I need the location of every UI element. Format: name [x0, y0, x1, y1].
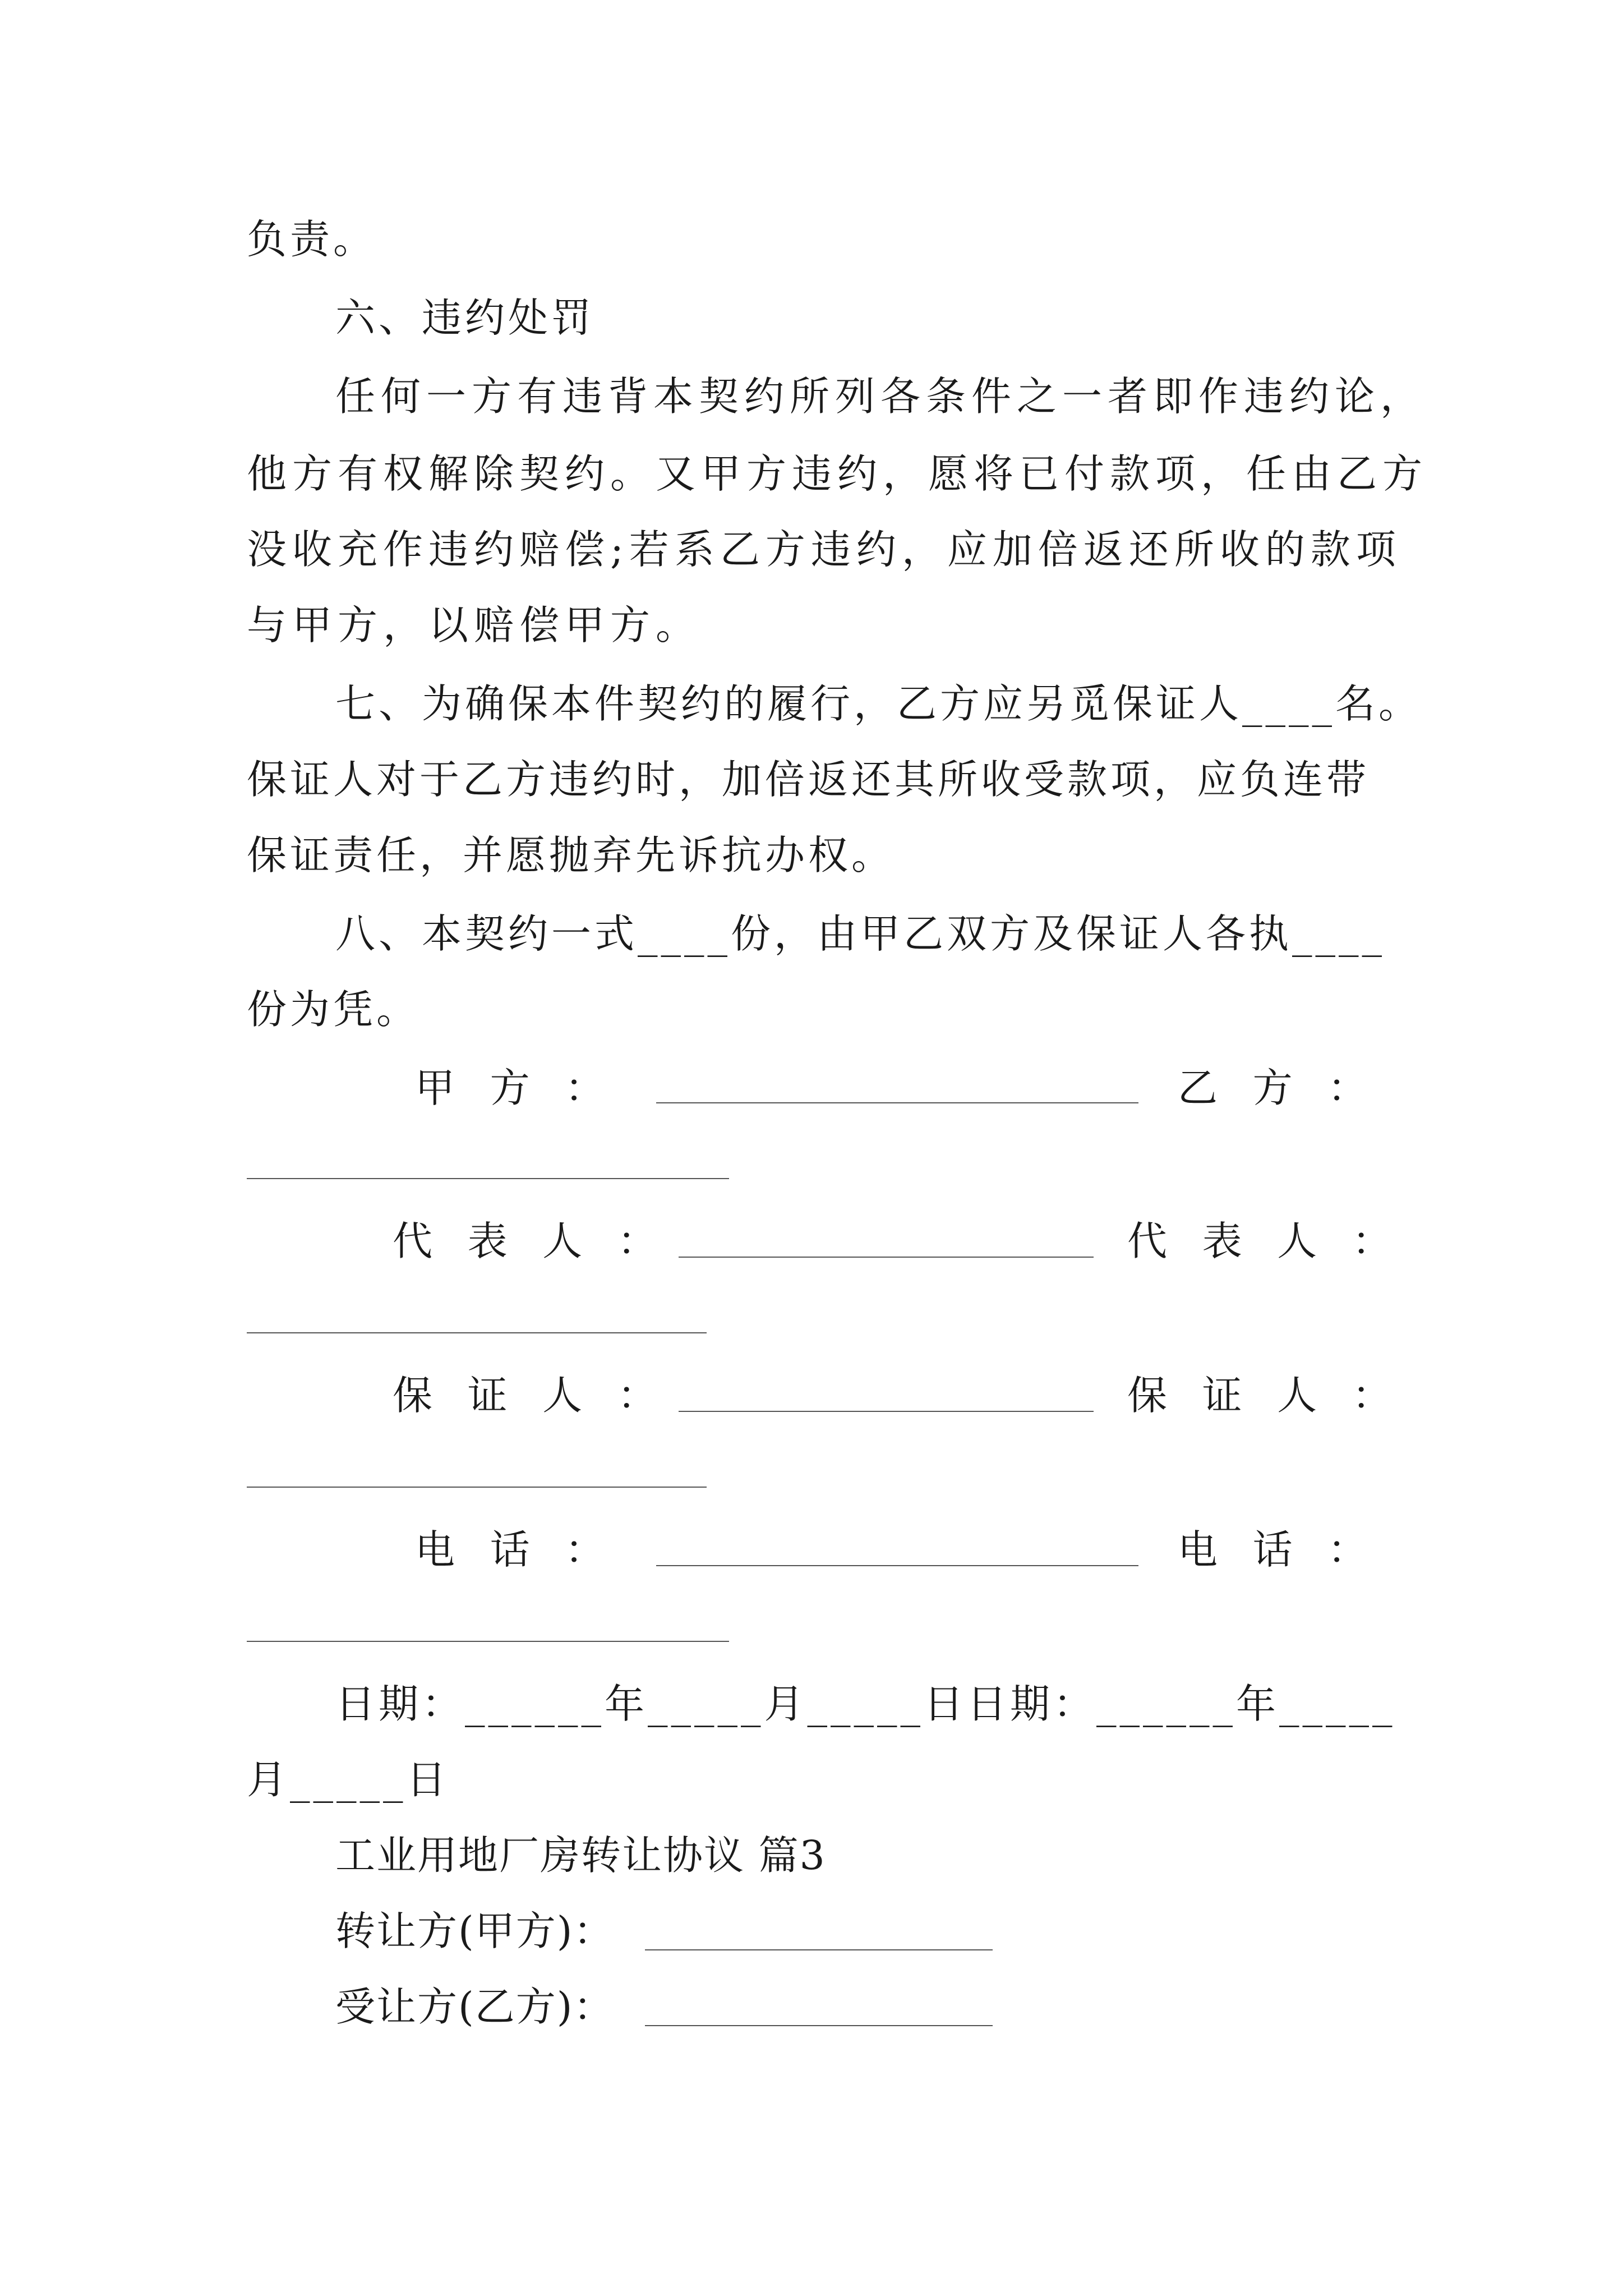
rep-b-label: 代 表 人 ：: [1127, 1218, 1403, 1264]
guarantor-a-label: 保 证 人 ：: [393, 1372, 668, 1419]
date-line-2: 月_____日: [247, 1756, 450, 1803]
section-7-line-2: 保证人对于乙方违约时，加倍返还其所收受款项，应负连带: [247, 756, 1370, 803]
section-6-line-2: 他方有权解除契约。又甲方违约，愿将已付款项，任由乙方: [247, 450, 1428, 497]
guarantor-b-label: 保 证 人 ：: [1127, 1372, 1403, 1419]
section-6-line-1: 任何一方有违背本契约所列各条件之一者即作违约论，: [335, 373, 1426, 420]
party-a-label: 甲 方 ：: [415, 1065, 616, 1111]
continuation-line: 负责。: [247, 216, 377, 263]
transferee-label: 受让方(乙方)：: [335, 1984, 615, 2030]
rep-a-blank: [679, 1257, 1094, 1258]
section-6-heading: 六、违约处罚: [335, 295, 595, 341]
rep-b-blank: [247, 1332, 707, 1333]
guarantor-b-blank: [247, 1487, 707, 1488]
party-a-blank: [656, 1102, 1138, 1103]
transferor-label: 转让方(甲方)：: [335, 1908, 615, 1954]
section-6-line-4: 与甲方，以赔偿甲方。: [247, 602, 702, 648]
guarantor-a-blank: [679, 1411, 1094, 1412]
date-line-1: 日期：______年_____月_____日日期：______年_____: [335, 1681, 1396, 1727]
party-b-blank: [247, 1178, 729, 1179]
phone-a-blank: [656, 1565, 1138, 1566]
transferor-blank: [645, 1949, 993, 1950]
section-7-line-3: 保证责任，并愿抛弃先诉抗办权。: [247, 832, 895, 878]
section-6-line-3: 没收充作违约赔偿;若系乙方违约，应加倍返还所收的款项: [247, 526, 1401, 573]
section-8-line-1: 八、本契约一式____份，由甲乙双方及保证人各执____: [335, 910, 1386, 957]
phone-a-label: 电 话 ：: [415, 1526, 616, 1573]
transferee-blank: [645, 2025, 993, 2026]
section-7-line-1: 七、为确保本件契约的履行，乙方应另觅保证人____名。: [335, 680, 1422, 727]
rep-a-label: 代 表 人 ：: [393, 1218, 668, 1264]
phone-b-label: 电 话 ：: [1178, 1526, 1379, 1573]
party-b-label: 乙 方 ：: [1178, 1065, 1379, 1111]
phone-b-blank: [247, 1641, 729, 1642]
section-8-line-2: 份为凭。: [247, 986, 420, 1033]
next-section-title: 工业用地厂房转让协议 篇3: [335, 1832, 826, 1879]
